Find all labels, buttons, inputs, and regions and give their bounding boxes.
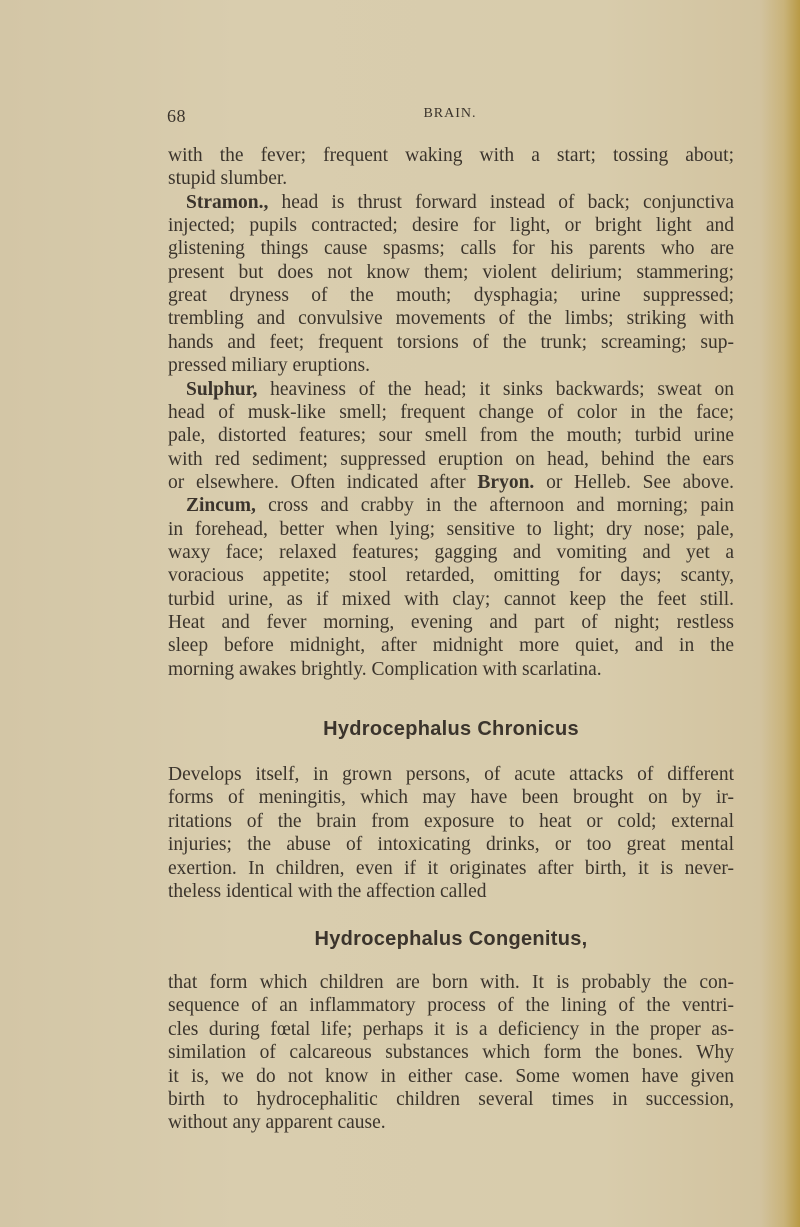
text-line [168,995,734,1017]
text-line [168,635,734,657]
text-segment: Develops itself, in grown persons, of acute attacks of different [168,764,734,785]
text-line [168,402,734,424]
text-line [168,308,734,330]
text-segment: without any apparent cause. [168,1112,386,1134]
text-line [168,1042,734,1064]
text-segment: in forehead, better when lying; sensitive to light; dry nose; pale, [168,518,734,540]
text-line [186,495,734,517]
text-line [168,764,734,786]
text-line [168,472,734,494]
text-line [168,972,734,994]
text-line [168,659,734,681]
text-segment: trembling and convulsive movements of the limbs; striking with [168,308,734,330]
text-segment: head is thrust forward instead of back; conjunctiva [268,191,734,213]
text-line [168,238,734,260]
remedy-name: Stramon., [186,191,269,213]
text-segment: sleep before midnight, after midnight more quiet, and in the [168,635,734,657]
text-segment: similation of calcareous substances which form the bones. Why [168,1042,734,1064]
text-segment: with the fever; frequent waking with a start; tossing about; [168,145,734,166]
text-segment: glistening things cause spasms; calls for his parents who are [168,238,734,260]
text-line [168,589,734,611]
text-segment: great dryness of the mouth; dysphagia; urine suppressed; [168,285,734,307]
text-segment: forms of meningitis, which may have been brought on by ir- [168,787,734,809]
running-head: BRAIN. [423,106,477,121]
text-segment: ritations of the brain from exposure to heat or cold; external [168,810,734,832]
text-line [168,449,734,471]
text-segment: heaviness of the head; it sinks backwards; sweat on [257,378,734,400]
remedy-name: Bryon. [477,471,535,493]
text-line [168,285,734,307]
text-segment: cross and crabby in the afternoon and morning; pain [255,495,734,517]
remedy-name: Zincum, [186,495,256,517]
text-segment: hands and feet; frequent torsions of the trunk; screaming; sup- [168,331,734,353]
text-segment: head of musk-like smell; frequent change of color in the face; [168,401,734,423]
text-line [168,1089,734,1111]
text-segment: pale, distorted features; sour smell from the mouth; turbid urine [168,425,734,447]
text-segment: or elsewhere. Often indicated after [168,471,478,493]
text-segment: waxy face; relaxed features; gagging and vomiting and yet a [168,541,734,563]
text-segment: sequence of an inflammatory process of the lining of the ventri- [168,995,734,1017]
text-line [168,612,734,634]
text-line [168,168,734,190]
text-segment: injuries; the abuse of intoxicating drinks, or too great mental [168,834,734,856]
text-line [168,565,734,587]
text-line [168,1019,734,1041]
remedy-name: Sulphur, [186,378,258,400]
text-line [168,425,734,447]
text-line [168,811,734,833]
text-line [168,542,734,564]
text-line [168,145,734,167]
text-segment: with red sediment; suppressed eruption on head, behind the ears [168,448,734,470]
text-line [168,1066,734,1088]
text-segment: voracious appetite; stool retarded, omitting for days; scanty, [168,565,734,587]
section-heading-hydrocephalus-chronicus: Hydrocephalus Chronicus [323,718,579,740]
text-line [186,192,734,214]
text-line [186,379,734,401]
text-segment: Heat and fever morning, evening and part of night; restless [168,612,734,633]
text-segment: that form which children are born with. It is probably the con- [168,972,734,993]
text-line [168,332,734,354]
text-segment: pressed miliary eruptions. [168,355,370,377]
text-segment: cles during fœtal life; perhaps it is a deficiency in the proper as- [168,1018,734,1040]
text-segment: birth to hydrocephalitic children several times in succession, [168,1089,734,1110]
text-line [168,519,734,541]
text-line [168,787,734,809]
text-line [168,355,734,377]
page-number: 68 [167,106,186,126]
text-line [168,215,734,237]
text-line [168,1112,734,1134]
text-segment: injected; pupils contracted; desire for light, or bright light and [168,215,734,237]
text-line [168,881,734,903]
text-segment: turbid urine, as if mixed with clay; cannot keep the feet still. [168,588,734,610]
text-segment: stupid slumber. [168,168,288,190]
text-line [168,858,734,880]
text-line [168,262,734,284]
text-segment: theless identical with the affection called [168,881,487,902]
section-heading-hydrocephalus-congenitus: Hydrocephalus Congenitus, [314,928,588,950]
text-line [168,834,734,856]
text-segment: it is, we do not know in either case. Some women have given [168,1065,734,1087]
text-segment: exertion. In children, even if it originates after birth, it is never- [168,857,734,879]
text-segment: morning awakes brightly. Complication with scarlatina. [168,658,602,680]
text-segment: or Helleb. See above. [534,471,735,493]
text-segment: present but does not know them; violent delirium; stammering; [168,261,734,283]
